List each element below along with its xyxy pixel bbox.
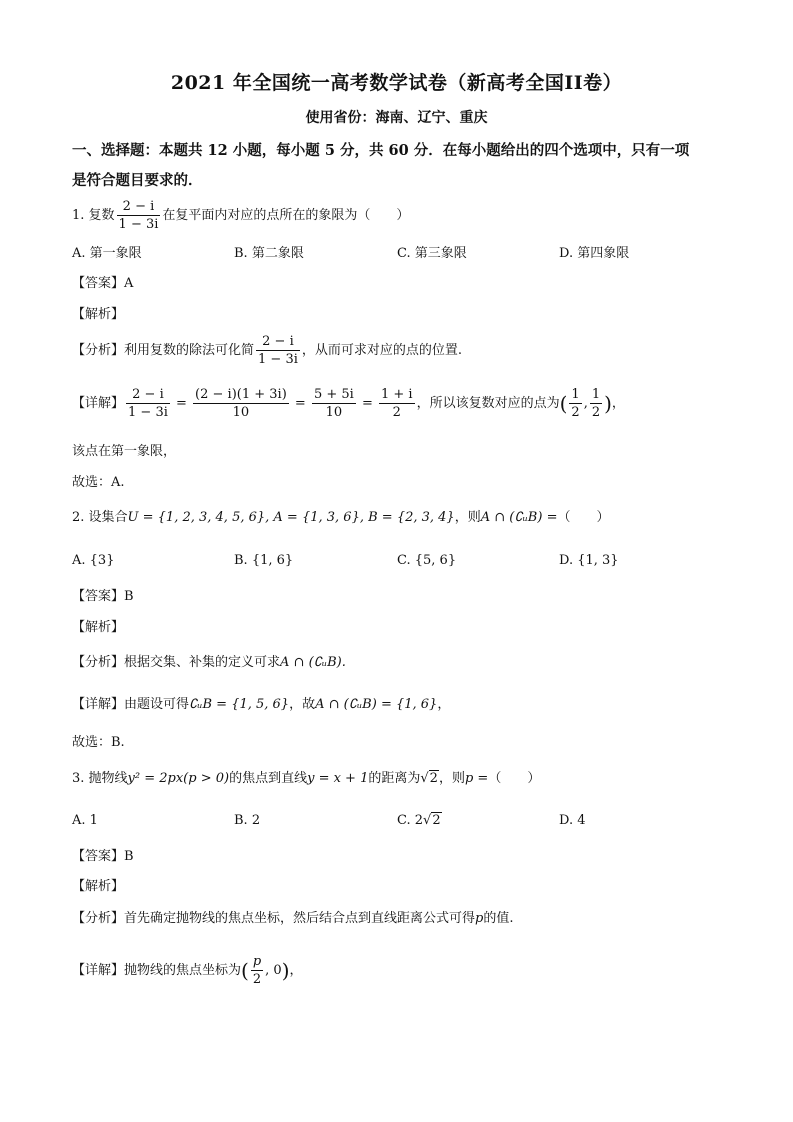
q2-analysis-label: 【解析】 xyxy=(72,620,125,635)
q3-option-c-coef: 2 xyxy=(414,813,424,828)
q1-option-b: B. 第二象限 xyxy=(234,246,304,261)
q2-detail xyxy=(72,696,450,714)
q3-sqrt: 2 xyxy=(429,771,438,786)
q1-stem xyxy=(72,198,409,233)
q1-detail-frac2 xyxy=(193,386,289,421)
q2-answer xyxy=(72,588,134,606)
q1-fenxi-frac-num: 2 − i xyxy=(256,333,300,351)
q1-option-c: C. 第三象限 xyxy=(397,246,467,261)
q1-point-y xyxy=(590,386,602,421)
q2-fenxi-text: 根据交集、补集的定义可求 xyxy=(124,655,281,670)
q1-prefix: 1. 复数 xyxy=(72,208,115,223)
q1-fraction xyxy=(117,198,161,233)
q1-choose: 故选：A. xyxy=(72,475,125,490)
q1-detail-frac2-num: (2 − i)(1 + 3i) xyxy=(195,387,287,402)
q3-suffix: （ ） xyxy=(488,771,541,786)
q1-answer-value: A xyxy=(124,276,134,291)
q2-fenxi-expr: A ∩ (∁ᵤB). xyxy=(280,655,346,670)
q2-expr: A ∩ (∁ᵤB) = xyxy=(480,510,558,525)
q3-focus-x-den: 2 xyxy=(252,972,262,987)
q3-option-b: B. 2 xyxy=(234,813,261,828)
detail-label: 【详解】 xyxy=(72,396,125,411)
q1-frac-den: 1 − 3i xyxy=(118,217,159,232)
q1-option-a: A. 第一象限 xyxy=(72,246,142,261)
page-title: 2021 年全国统一高考数学试卷（新高考全国II卷） xyxy=(170,72,623,94)
q3-answer-value: B xyxy=(124,849,134,864)
q1-point-x-den: 2 xyxy=(571,405,580,420)
q3-mid3: ，则 xyxy=(438,771,465,786)
q2-suffix: （ ） xyxy=(557,510,610,525)
q3-option-c: C. 2√2 xyxy=(397,813,441,828)
q3-stem: 3. 抛物线y² = 2px(p > 0)的焦点到直线y = x + 1的距离为√2，则p =（ ） xyxy=(72,771,541,786)
q1-fenxi-fraction xyxy=(256,333,300,368)
answer-label: 【答案】 xyxy=(72,589,125,604)
q2-option-c: C. {5, 6} xyxy=(397,553,457,568)
q2-stem xyxy=(72,509,609,527)
q1-fenxi-frac-den: 1 − 3i xyxy=(258,352,298,367)
q1-point-y-den: 2 xyxy=(591,405,601,420)
q1-detail-line2: 该点在第一象限， xyxy=(72,444,177,459)
q2-prefix: 2. 设集合 xyxy=(72,510,128,525)
q2-option-d: D. {1, 3} xyxy=(559,553,619,568)
answer-label: 【答案】 xyxy=(72,849,125,864)
q2-detail-text1: 由题设可得 xyxy=(124,697,190,712)
q1-point-y-num: 1 xyxy=(591,387,601,402)
page-subtitle: 使用省份：海南、辽宁、重庆 xyxy=(305,110,488,126)
q2-detail-expr2: A ∩ (∁ᵤB) = {1, 6} xyxy=(315,697,438,712)
q2-mid: ，则 xyxy=(454,510,481,525)
detail-label: 【详解】 xyxy=(72,963,125,978)
q3-focus-y: , 0 xyxy=(265,963,282,978)
q3-detail-end: ， xyxy=(289,963,303,978)
q3-option-d: D. 4 xyxy=(559,813,586,828)
q3-focus-x-num: p xyxy=(252,954,262,969)
q1-fenxi xyxy=(72,333,462,368)
q3-option-c-sqrt: 2 xyxy=(432,813,441,828)
q3-fenxi-text1: 首先确定抛物线的焦点坐标，然后结合点到直线距离公式可得 xyxy=(124,911,476,926)
section-heading-line2: 是符合题目要求的． xyxy=(72,172,203,189)
q1-frac-num: 2 − i xyxy=(117,198,161,216)
q1-detail-frac4-num: 1 + i xyxy=(380,387,413,402)
q2-detail-expr1: ∁ᵤB = {1, 5, 6} xyxy=(189,697,290,712)
q3-mid2: 的距离为 xyxy=(368,771,421,786)
q3-option-a: A. 1 xyxy=(72,813,98,828)
q1-detail-frac1-num: 2 − i xyxy=(126,386,170,404)
q1-detail-frac3 xyxy=(312,386,356,421)
q2-option-a: A. {3} xyxy=(72,553,115,568)
q3-expr1: y² = 2px(p > 0) xyxy=(127,771,230,786)
fenxi-label: 【分析】 xyxy=(72,343,125,358)
q3-answer xyxy=(72,848,134,866)
q1-detail: 【详解】 $\frac{2 - i}{1 - 3i}$ = $\frac{(2 - i)(1 + 3i)}{10}$ = $\frac{5 + 5i}{10}$ = $\frac{1 + i}{2}$ ，所以该复数对应的点为( $\frac{1}{2}$ , $\frac{1}{2}$ )， xyxy=(72,387,625,420)
q3-option-c-label: C. xyxy=(397,813,411,828)
q2-option-b: B. {1, 6} xyxy=(234,553,294,568)
q3-prefix: 3. 抛物线 xyxy=(72,771,128,786)
q3-detail-text: 抛物线的焦点坐标为 xyxy=(124,963,242,978)
q3-expr2: y = x + 1 xyxy=(307,771,369,786)
q2-sets: U = {1, 2, 3, 4, 5, 6}, A = {1, 3, 6}, B = {2, 3, 4} xyxy=(127,510,455,525)
q1-point-x xyxy=(569,386,581,421)
q3-fenxi-text2: 的值. xyxy=(483,911,514,926)
q3-fenxi xyxy=(72,910,514,928)
q1-detail-frac4-den: 2 xyxy=(392,405,401,420)
q1-detail-frac2-den: 10 xyxy=(232,405,250,420)
q1-detail-frac1 xyxy=(126,386,170,421)
q1-answer xyxy=(72,275,133,293)
q2-choose: 故选：B. xyxy=(72,735,125,750)
answer-label: 【答案】 xyxy=(72,276,125,291)
q1-option-d: D. 第四象限 xyxy=(559,246,630,261)
q3-focus-x xyxy=(251,953,263,988)
section-heading-line1: 一、选择题：本题共 12 小题，每小题 5 分，共 60 分．在每小题给出的四个选项中，只有一项 xyxy=(72,142,690,159)
q2-fenxi xyxy=(72,654,346,672)
q1-detail-frac4 xyxy=(379,386,415,421)
q1-fenxi-text1: 利用复数的除法可化简 xyxy=(124,343,255,358)
q1-detail-frac3-num: 5 + 5i xyxy=(313,387,354,402)
q2-detail-text2: ，故 xyxy=(289,697,316,712)
q1-detail-frac1-den: 1 − 3i xyxy=(128,405,168,420)
q1-point-x-num: 1 xyxy=(571,387,580,402)
q3-expr3: p = xyxy=(464,771,489,786)
q2-detail-end: ， xyxy=(437,697,451,712)
q2-answer-value: B xyxy=(124,589,134,604)
q1-analysis-label: 【解析】 xyxy=(72,307,125,322)
q1-detail-text: ，所以该复数对应的点为 xyxy=(416,396,560,411)
fenxi-label: 【分析】 xyxy=(72,911,125,926)
fenxi-label: 【分析】 xyxy=(72,655,125,670)
q1-detail-frac3-den: 10 xyxy=(325,405,343,420)
q3-detail: 【详解】抛物线的焦点坐标为( $\frac{p}{2}$ , 0)， xyxy=(72,954,303,987)
q3-analysis-label: 【解析】 xyxy=(72,879,125,894)
q1-fenxi-text2: ，从而可求对应的点的位置. xyxy=(301,343,463,358)
detail-label: 【详解】 xyxy=(72,697,125,712)
q3-fenxi-var: p xyxy=(475,911,484,926)
q1-suffix: 在复平面内对应的点所在的象限为（ ） xyxy=(162,208,410,223)
q3-mid1: 的焦点到直线 xyxy=(229,771,308,786)
